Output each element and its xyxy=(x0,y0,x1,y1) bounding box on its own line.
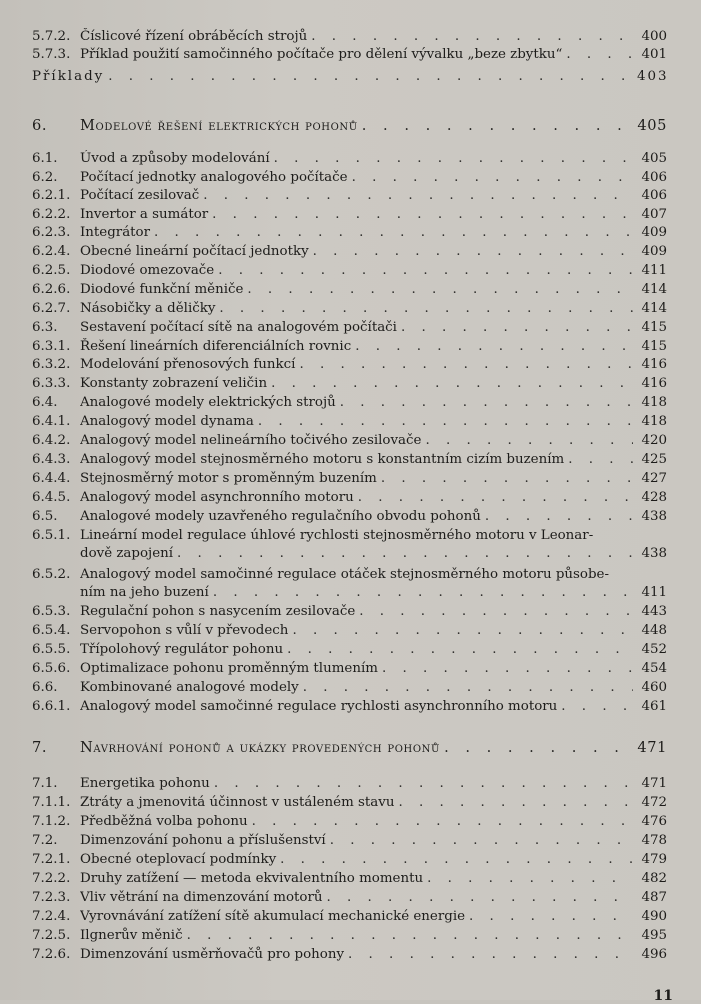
entry-number: 6.4.5. xyxy=(32,490,71,505)
toc-entry xyxy=(32,527,667,545)
entry-title: Úvod a způsoby modelování xyxy=(80,151,270,166)
toc-entry xyxy=(32,46,667,64)
entry-number: 6.3.3. xyxy=(32,376,71,391)
entry-page: 443 xyxy=(641,604,667,619)
toc-chapter xyxy=(32,117,667,135)
entry-page: 416 xyxy=(641,376,667,391)
toc-entry xyxy=(32,206,667,224)
entry-page: 478 xyxy=(641,833,667,848)
entry-title: Dimenzování usměrňovačů pro pohony xyxy=(80,947,345,962)
toc-entry xyxy=(32,300,667,318)
toc-entry xyxy=(32,375,667,393)
entry-page: 411 xyxy=(641,263,667,278)
entry-title: Navrhování pohonů a ukázky provedených pohonů xyxy=(80,739,441,756)
entry-title: Regulační pohon s nasycením zesilovače xyxy=(80,604,356,619)
entry-number: 6.4.2. xyxy=(32,433,71,448)
entry-title: Analogový model nelineárního točivého zesilovače xyxy=(80,433,422,448)
entry-page: 414 xyxy=(641,282,667,297)
entry-title: Počítací zesilovač xyxy=(80,188,200,203)
entry-number: 5.7.3. xyxy=(32,47,71,62)
entry-page: 490 xyxy=(641,909,667,924)
entry-page: 415 xyxy=(641,320,667,335)
entry-title: Lineární model regulace úhlové rychlosti stejnosměrného motoru v Leonar- xyxy=(80,528,594,543)
entry-page: 400 xyxy=(641,29,667,44)
entry-page: 403 xyxy=(637,69,669,84)
entry-number: 6.1. xyxy=(32,151,58,166)
entry-title: Číslicové řízení obráběcích strojů xyxy=(80,29,308,44)
entry-title: Analogový model dynama xyxy=(80,414,254,429)
entry-title: Příklady xyxy=(32,69,105,84)
entry-page: 407 xyxy=(641,207,667,222)
entry-number: 6.2. xyxy=(32,170,58,185)
entry-page: 427 xyxy=(641,471,667,486)
entry-page: 416 xyxy=(641,357,667,372)
toc-entry xyxy=(32,224,667,242)
toc-entry xyxy=(32,432,667,450)
entry-page: 471 xyxy=(637,739,667,756)
entry-page: 401 xyxy=(641,47,667,62)
entry-page: 428 xyxy=(641,490,667,505)
entry-page: 472 xyxy=(641,795,667,810)
entry-title: Integrátor xyxy=(80,225,151,240)
toc-entry xyxy=(32,908,667,926)
entry-title: Obecné oteplovací podmínky xyxy=(80,852,277,867)
entry-page: 487 xyxy=(641,890,667,905)
entry-title: Invertor a sumátor xyxy=(80,207,209,222)
entry-page: 471 xyxy=(641,776,667,791)
entry-page: 460 xyxy=(641,680,667,695)
toc-chapter xyxy=(32,739,667,757)
entry-number: 7.2.5. xyxy=(32,928,71,943)
entry-number: 6.5.1. xyxy=(32,528,71,543)
entry-page: 496 xyxy=(641,947,667,962)
entry-page: 461 xyxy=(641,699,667,714)
entry-number: 7.2.6. xyxy=(32,947,71,962)
entry-title: Ztráty a jmenovitá účinnost v ustáleném stavu xyxy=(80,795,395,810)
entry-page: 452 xyxy=(641,642,667,657)
entry-title-continued: ním na jeho buzení xyxy=(80,585,209,600)
entry-title: Optimalizace pohonu proměnným tlumením xyxy=(80,661,378,676)
entry-page: 448 xyxy=(641,623,667,638)
toc-entry xyxy=(32,641,667,659)
entry-title: Druhy zatížení — metoda ekvivalentního momentu xyxy=(80,871,424,886)
entry-number: 6.4.1. xyxy=(32,414,71,429)
entry-title: Servopohon s vůlí v převodech xyxy=(80,623,289,638)
toc-entry xyxy=(32,28,667,46)
entry-page: 482 xyxy=(641,871,667,886)
entry-number: 7. xyxy=(32,739,48,756)
entry-title: Analogový model samočinné regulace rychlosti asynchronního motoru xyxy=(80,699,558,714)
entry-page: 420 xyxy=(641,433,667,448)
toc-entry xyxy=(32,832,667,850)
toc-entry xyxy=(32,281,667,299)
entry-title: Počítací jednotky analogového počítače xyxy=(80,170,348,185)
toc-entry xyxy=(32,489,667,507)
entry-title: Diodové funkční měniče xyxy=(80,282,244,297)
entry-page: 405 xyxy=(637,117,667,134)
toc-entry xyxy=(32,470,667,488)
toc-entry xyxy=(32,169,667,187)
toc-entry xyxy=(32,622,667,640)
entry-page: 425 xyxy=(641,452,667,467)
toc-entry xyxy=(32,394,667,412)
entry-page: 409 xyxy=(641,244,667,259)
entry-title: Analogový model asynchronního motoru xyxy=(80,490,354,505)
entry-title: Konstanty zobrazení veličin xyxy=(80,376,268,391)
toc-entry-continuation xyxy=(32,545,667,563)
entry-page: 406 xyxy=(641,170,667,185)
toc-entry xyxy=(32,319,667,337)
entry-number: 6.4. xyxy=(32,395,58,410)
entry-title: Třípolohový regulátor pohonu xyxy=(80,642,284,657)
entry-title: Obecné lineární počítací jednotky xyxy=(80,244,309,259)
entry-title: Analogový model samočinné regulace otáček stejnosměrného motoru působe- xyxy=(80,567,609,582)
entry-number: 6.5.4. xyxy=(32,623,71,638)
entry-page: 495 xyxy=(641,928,667,943)
toc-entry xyxy=(32,356,667,374)
toc-entry xyxy=(32,508,667,526)
entry-page: 414 xyxy=(641,301,667,316)
toc-entry xyxy=(32,794,667,812)
entry-number: 6.4.3. xyxy=(32,452,71,467)
entry-number: 6.2.4. xyxy=(32,244,71,259)
entry-number: 6.6.1. xyxy=(32,699,71,714)
entry-number: 6.5.5. xyxy=(32,642,71,657)
toc-entry xyxy=(32,413,667,431)
toc-entry xyxy=(32,603,667,621)
entry-number: 6. xyxy=(32,117,48,134)
entry-number: 7.2. xyxy=(32,833,58,848)
entry-number: 7.1.1. xyxy=(32,795,71,810)
entry-number: 6.3.1. xyxy=(32,339,71,354)
entry-page: 406 xyxy=(641,188,667,203)
entry-title: Analogové modely uzavřeného regulačního obvodu pohonů xyxy=(80,509,481,524)
entry-title: Ilgnerův měnič xyxy=(80,928,183,943)
entry-page: 411 xyxy=(641,585,667,600)
entry-number: 7.1.2. xyxy=(32,814,71,829)
entry-page: 418 xyxy=(641,395,667,410)
page-number: 11 xyxy=(653,988,673,1004)
toc-entry xyxy=(32,870,667,888)
entry-number: 6.6. xyxy=(32,680,58,695)
toc-entry xyxy=(32,946,667,964)
entry-number: 6.3.2. xyxy=(32,357,71,372)
entry-page: 476 xyxy=(641,814,667,829)
entry-page: 405 xyxy=(641,151,667,166)
toc-entry-continuation xyxy=(32,584,667,602)
entry-title: Řešení lineárních diferenciálních rovnic xyxy=(80,339,352,354)
entry-number: 5.7.2. xyxy=(32,29,71,44)
toc-entry xyxy=(32,566,667,584)
entry-number: 6.3. xyxy=(32,320,58,335)
entry-number: 6.5.2. xyxy=(32,567,71,582)
entry-title: Diodové omezovače xyxy=(80,263,215,278)
toc-entry xyxy=(32,150,667,168)
toc-entry xyxy=(32,338,667,356)
entry-number: 6.5.6. xyxy=(32,661,71,676)
entry-title: Sestavení počítací sítě na analogovém počítači xyxy=(80,320,397,335)
toc-entry xyxy=(32,243,667,261)
entry-number: 7.2.1. xyxy=(32,852,71,867)
toc-entry xyxy=(32,660,667,678)
entry-number: 6.2.1. xyxy=(32,188,71,203)
entry-number: 6.2.3. xyxy=(32,225,71,240)
entry-number: 7.2.3. xyxy=(32,890,71,905)
toc-entry xyxy=(32,679,667,697)
toc-entry xyxy=(32,813,667,831)
toc-entry xyxy=(32,889,667,907)
entry-title: Analogové modely elektrických strojů xyxy=(80,395,336,410)
entry-title: Příklad použití samočinného počítače pro dělení vývalku „beze zbytku“ xyxy=(80,47,563,62)
entry-page: 409 xyxy=(641,225,667,240)
entry-number: 7.1. xyxy=(32,776,58,791)
toc-entry xyxy=(32,451,667,469)
entry-number: 6.5.3. xyxy=(32,604,71,619)
entry-title: Kombinované analogové modely xyxy=(80,680,299,695)
entry-title: Analogový model stejnosměrného motoru s konstantním cizím buzením xyxy=(80,452,565,467)
entry-number: 6.2.7. xyxy=(32,301,71,316)
entry-title: Stejnosměrný motor s proměnným buzením xyxy=(80,471,377,486)
entry-page: 438 xyxy=(641,546,667,561)
toc-entry xyxy=(32,262,667,280)
entry-title: Vliv větrání na dimenzování motorů xyxy=(80,890,323,905)
toc-entry xyxy=(32,68,667,86)
entry-title: Modelování přenosových funkcí xyxy=(80,357,296,372)
entry-title: Násobičky a děličky xyxy=(80,301,216,316)
toc-entry xyxy=(32,187,667,205)
entry-number: 6.5. xyxy=(32,509,58,524)
entry-title: Vyrovnávání zatížení sítě akumulací mechanické energie xyxy=(80,909,466,924)
entry-number: 6.2.2. xyxy=(32,207,71,222)
toc-entry xyxy=(32,775,667,793)
toc-entry xyxy=(32,698,667,716)
entry-title: Předběžná volba pohonu xyxy=(80,814,248,829)
entry-page: 415 xyxy=(641,339,667,354)
toc-entry xyxy=(32,851,667,869)
entry-number: 6.4.4. xyxy=(32,471,71,486)
entry-number: 6.2.6. xyxy=(32,282,71,297)
entry-title: Modelové řešení elektrických pohonů xyxy=(80,117,358,134)
entry-page: 454 xyxy=(641,661,667,676)
entry-title-continued: dově zapojení xyxy=(80,546,174,561)
entry-page: 418 xyxy=(641,414,667,429)
entry-page: 479 xyxy=(641,852,667,867)
entry-title: Energetika pohonu xyxy=(80,776,210,791)
entry-title: Dimenzování pohonu a příslušenství xyxy=(80,833,326,848)
entry-number: 7.2.2. xyxy=(32,871,71,886)
entry-number: 6.2.5. xyxy=(32,263,71,278)
toc-entry xyxy=(32,927,667,945)
entry-number: 7.2.4. xyxy=(32,909,71,924)
entry-page: 438 xyxy=(641,509,667,524)
